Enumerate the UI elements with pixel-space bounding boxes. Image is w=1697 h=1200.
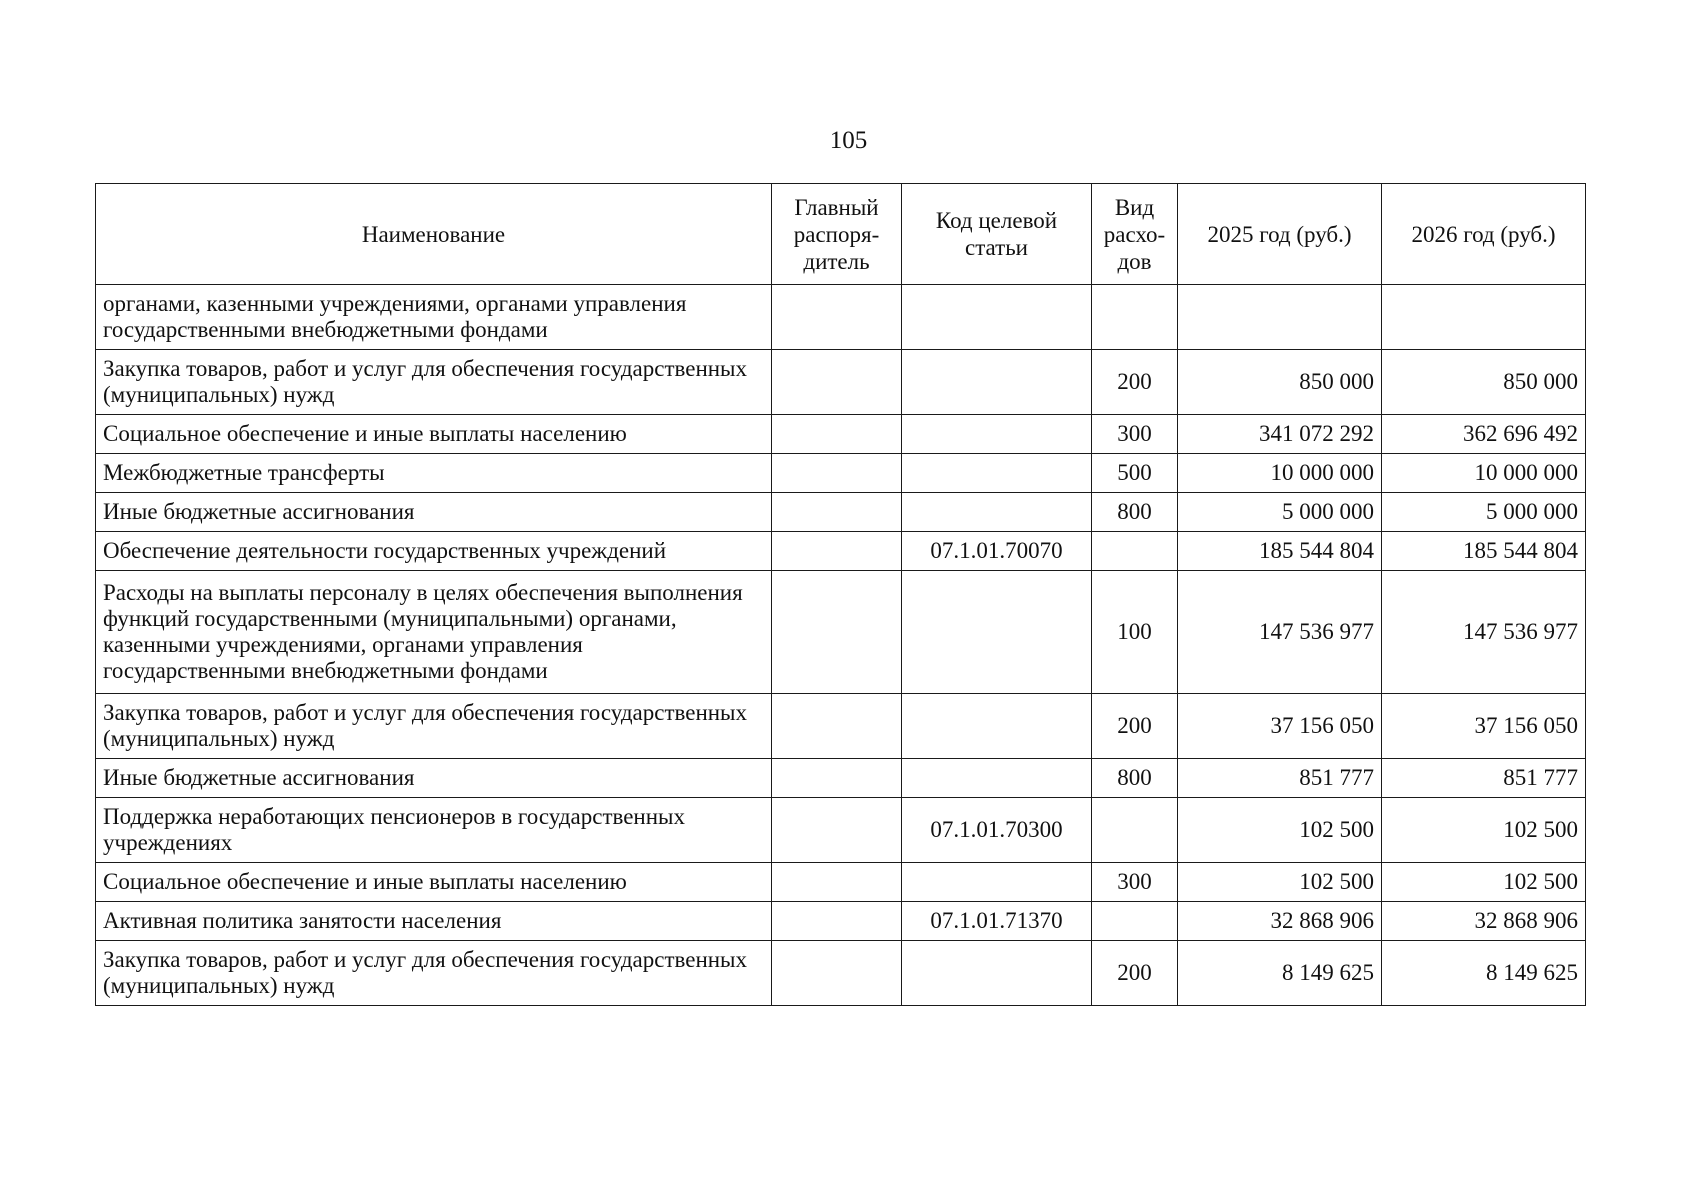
budget-table: [95, 183, 1586, 1006]
cell-target-code: 07.1.01.71370: [902, 902, 1092, 941]
cell-name: Активная политика занятости населения: [96, 902, 772, 941]
cell-expense-kind: [1092, 285, 1178, 350]
cell-target-code: [902, 415, 1092, 454]
cell-manager: [772, 415, 902, 454]
cell-expense-kind: 500: [1092, 454, 1178, 493]
cell-year-2026: 5 000 000: [1382, 493, 1586, 532]
cell-year-2026: 37 156 050: [1382, 694, 1586, 759]
cell-year-2025: 8 149 625: [1178, 941, 1382, 1006]
cell-expense-kind: [1092, 902, 1178, 941]
cell-manager: [772, 941, 902, 1006]
cell-manager: [772, 350, 902, 415]
table-row: [96, 350, 1586, 415]
table-row: [96, 759, 1586, 798]
table-row: [96, 532, 1586, 571]
cell-name: Закупка товаров, работ и услуг для обеспечения государственных (муниципальных) нужд: [96, 694, 772, 759]
cell-year-2026: 10 000 000: [1382, 454, 1586, 493]
header-manager: Главный распоря-дитель: [772, 184, 902, 285]
table-row: [96, 863, 1586, 902]
cell-name: Социальное обеспечение и иные выплаты населению: [96, 863, 772, 902]
cell-year-2026: 850 000: [1382, 350, 1586, 415]
header-expense-kind: Вид расхо-дов: [1092, 184, 1178, 285]
table-row: [96, 798, 1586, 863]
cell-name: Межбюджетные трансферты: [96, 454, 772, 493]
cell-manager: [772, 694, 902, 759]
table-row: [96, 694, 1586, 759]
cell-year-2025: 37 156 050: [1178, 694, 1382, 759]
table-row: [96, 571, 1586, 694]
header-year-2025: 2025 год (руб.): [1178, 184, 1382, 285]
cell-year-2026: 102 500: [1382, 863, 1586, 902]
cell-name: Обеспечение деятельности государственных учреждений: [96, 532, 772, 571]
table-row: [96, 941, 1586, 1006]
cell-expense-kind: 300: [1092, 415, 1178, 454]
cell-year-2026: 102 500: [1382, 798, 1586, 863]
cell-name: органами, казенными учреждениями, органами управления государственными внебюджетными фондами: [96, 285, 772, 350]
cell-manager: [772, 493, 902, 532]
cell-expense-kind: 100: [1092, 571, 1178, 694]
cell-year-2026: [1382, 285, 1586, 350]
cell-target-code: [902, 285, 1092, 350]
cell-name: Закупка товаров, работ и услуг для обеспечения государственных (муниципальных) нужд: [96, 350, 772, 415]
table-row: [96, 902, 1586, 941]
cell-year-2025: 5 000 000: [1178, 493, 1382, 532]
table-row: [96, 454, 1586, 493]
cell-year-2025: 851 777: [1178, 759, 1382, 798]
cell-name: Социальное обеспечение и иные выплаты населению: [96, 415, 772, 454]
cell-target-code: [902, 759, 1092, 798]
cell-year-2026: 185 544 804: [1382, 532, 1586, 571]
cell-manager: [772, 285, 902, 350]
table-row: [96, 285, 1586, 350]
cell-year-2026: 851 777: [1382, 759, 1586, 798]
cell-target-code: 07.1.01.70300: [902, 798, 1092, 863]
header-target-code: Код целевой статьи: [902, 184, 1092, 285]
cell-expense-kind: 200: [1092, 941, 1178, 1006]
cell-manager: [772, 532, 902, 571]
cell-manager: [772, 798, 902, 863]
cell-target-code: [902, 863, 1092, 902]
cell-manager: [772, 454, 902, 493]
cell-name: Закупка товаров, работ и услуг для обеспечения государственных (муниципальных) нужд: [96, 941, 772, 1006]
cell-year-2025: 341 072 292: [1178, 415, 1382, 454]
cell-year-2025: 147 536 977: [1178, 571, 1382, 694]
cell-year-2025: 102 500: [1178, 798, 1382, 863]
cell-name: Иные бюджетные ассигнования: [96, 493, 772, 532]
cell-name: Иные бюджетные ассигнования: [96, 759, 772, 798]
cell-expense-kind: 200: [1092, 350, 1178, 415]
header-year-2026: 2026 год (руб.): [1382, 184, 1586, 285]
cell-year-2025: [1178, 285, 1382, 350]
cell-year-2026: 32 868 906: [1382, 902, 1586, 941]
cell-manager: [772, 863, 902, 902]
cell-manager: [772, 571, 902, 694]
cell-name: Поддержка неработающих пенсионеров в государственных учреждениях: [96, 798, 772, 863]
table-header-row: [96, 184, 1586, 285]
cell-target-code: [902, 350, 1092, 415]
header-name: Наименование: [96, 184, 772, 285]
cell-year-2026: 8 149 625: [1382, 941, 1586, 1006]
cell-year-2025: 32 868 906: [1178, 902, 1382, 941]
cell-expense-kind: 800: [1092, 493, 1178, 532]
cell-year-2025: 102 500: [1178, 863, 1382, 902]
cell-year-2025: 185 544 804: [1178, 532, 1382, 571]
cell-year-2026: 147 536 977: [1382, 571, 1586, 694]
cell-target-code: 07.1.01.70070: [902, 532, 1092, 571]
cell-target-code: [902, 454, 1092, 493]
cell-expense-kind: [1092, 798, 1178, 863]
cell-target-code: [902, 571, 1092, 694]
cell-target-code: [902, 941, 1092, 1006]
cell-manager: [772, 759, 902, 798]
cell-year-2025: 10 000 000: [1178, 454, 1382, 493]
cell-name: Расходы на выплаты персоналу в целях обеспечения выполнения функций государственными (муниципальными) органами, казенными учреждениями, органами управления государственными внебюджетными фондами: [96, 571, 772, 694]
cell-expense-kind: 200: [1092, 694, 1178, 759]
table-row: [96, 415, 1586, 454]
cell-target-code: [902, 694, 1092, 759]
cell-year-2025: 850 000: [1178, 350, 1382, 415]
cell-year-2026: 362 696 492: [1382, 415, 1586, 454]
cell-expense-kind: 800: [1092, 759, 1178, 798]
table-row: [96, 493, 1586, 532]
cell-target-code: [902, 493, 1092, 532]
cell-expense-kind: 300: [1092, 863, 1178, 902]
table-body: [96, 285, 1586, 1006]
cell-manager: [772, 902, 902, 941]
page-number: 105: [829, 127, 868, 154]
cell-expense-kind: [1092, 532, 1178, 571]
